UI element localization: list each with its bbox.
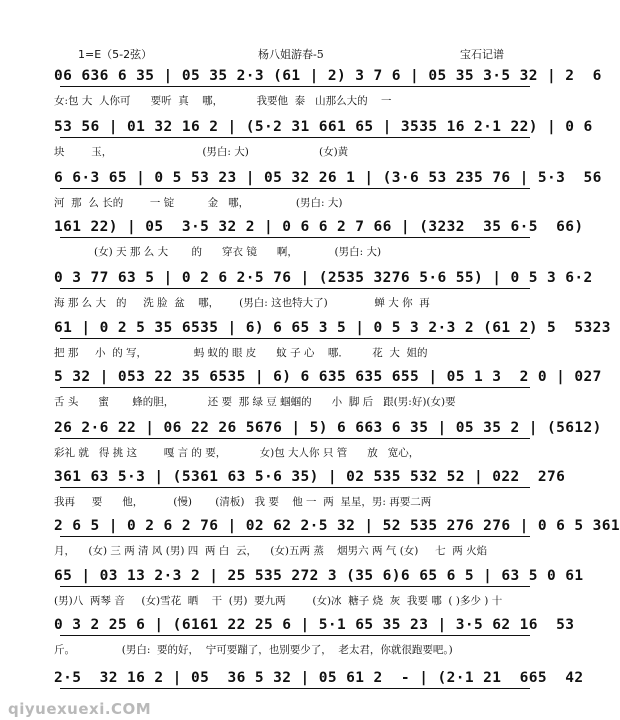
score-system-4 bbox=[54, 217, 584, 259]
notes-line: 361 63 5·3 | (5361 63 5·6 35) | 02 535 532 52 | 022 276 bbox=[54, 469, 566, 485]
transcriber: 宝石记谱 bbox=[460, 48, 504, 61]
lyrics-line: 彩礼 就 得 挑 这 嘎 言 的 要， 女)包 大人你 只 管 放 宽心， bbox=[54, 447, 420, 459]
score-system-7 bbox=[54, 367, 602, 409]
score-system-5 bbox=[54, 268, 593, 310]
score-system-11 bbox=[54, 566, 584, 608]
lyrics-line: (男)八 两琴 音 (女)雪花 晒 干 (男) 要九两 (女)冰 糖子 烧 灰 我要 哪 ( )多少 ) 十 bbox=[54, 595, 503, 607]
beam-line bbox=[60, 536, 530, 537]
beam-line bbox=[60, 387, 530, 388]
lyrics-line: 把 那 小 的 写， 蚂 蚁的 眼 皮 蚊 子 心 哪． 花 大 姐的 bbox=[54, 347, 428, 359]
lyrics-line: 我再 要 他， (慢) (清板) 我 要 他 一 两 星星，男: 再要二两 bbox=[54, 496, 432, 508]
beam-line bbox=[60, 288, 530, 289]
notes-line: 0 3 2 25 6 | (6161 22 25 6 | 5·1 65 35 23 | 3·5 62 16 53 bbox=[54, 617, 575, 633]
lyrics-line: 女:包 大 人你可 要听 真 哪， 我要他 泰 山那么大的 一 bbox=[54, 95, 392, 107]
key-signature: 1=E（5-2弦） bbox=[78, 48, 153, 61]
score-system-9 bbox=[54, 467, 566, 509]
notes-line: 2·5 32 16 2 | 05 36 5 32 | 05 61 2 - | (2·1 21 665 42 bbox=[54, 670, 584, 686]
score-system-2 bbox=[54, 117, 593, 159]
notes-line: 161 22) | 05 3·5 32 2 | 0 6 6 2 7 66 | (3232 35 6·5 66) bbox=[54, 219, 584, 235]
notes-line: 26 2·6 22 | 06 22 26 5676 | 5) 6 663 6 35 | 05 35 2 | (5612) bbox=[54, 420, 602, 436]
score-system-1 bbox=[54, 66, 602, 108]
beam-line bbox=[60, 635, 530, 636]
notes-line: 0 3 77 63 5 | 0 2 6 2·5 76 | (2535 3276 5·6 55) | 0 5 3 6·2 bbox=[54, 270, 593, 286]
score-system-12 bbox=[54, 615, 575, 657]
beam-line bbox=[60, 237, 530, 238]
notes-line: 61 | 0 2 5 35 6535 | 6) 6 65 3 5 | 0 5 3 2·3 2 (61 2) 5 5323 bbox=[54, 320, 611, 336]
score-system-13 bbox=[54, 668, 584, 688]
lyrics-line: 块 玉， (男白: 大) (女)黄 bbox=[54, 146, 349, 158]
score-title: 杨八姐游春-5 bbox=[258, 48, 324, 61]
beam-line bbox=[60, 438, 530, 439]
lyrics-line: 舌 头 蜜 蜂的胆， 还 要 那 绿 豆 蝈蝈的 小 脚 后 跟(男:好)(女)要 bbox=[54, 396, 456, 408]
beam-line bbox=[60, 86, 530, 87]
score-system-6 bbox=[54, 318, 611, 360]
lyrics-line: 月， (女) 三 两 清 风 (男) 四 两 白 云， (女)五两 蒸 烟男六 两 气 (女) 七 两 火焰 bbox=[54, 545, 488, 557]
score-system-10 bbox=[54, 516, 620, 558]
notes-line: 06 636 6 35 | 05 35 2·3 (61 | 2) 3 7 6 | 05 35 3·5 32 | 2 6 bbox=[54, 68, 602, 84]
notes-line: 65 | 03 13 2·3 2 | 25 535 272 3 (35 6)6 65 6 5 | 63 5 0 61 bbox=[54, 568, 584, 584]
beam-line bbox=[60, 338, 530, 339]
notes-line: 53 56 | 01 32 16 2 | (5·2 31 661 65 | 3535 16 2·1 22) | 0 6 bbox=[54, 119, 593, 135]
score-system-8 bbox=[54, 418, 602, 460]
notes-line: 6 6·3 65 | 0 5 53 23 | 05 32 26 1 | (3·6 53 235 76 | 5·3 56 bbox=[54, 170, 602, 186]
notes-line: 2 6 5 | 0 2 6 2 76 | 02 62 2·5 32 | 52 535 276 276 | 0 6 5 361 bbox=[54, 518, 620, 534]
beam-line bbox=[60, 586, 530, 587]
score-system-3 bbox=[54, 168, 602, 210]
lyrics-line: (女) 天 那 么 大 的 穿衣 镜 啊， (男白: 大) bbox=[54, 246, 382, 258]
beam-line bbox=[60, 688, 530, 689]
beam-line bbox=[60, 137, 530, 138]
lyrics-line: 海 那 么 大 的 洗 脸 盆 哪， (男白: 这也特大了) 蝉 大 你 再 bbox=[54, 297, 430, 309]
notes-line: 5 32 | 053 22 35 6535 | 6) 6 635 635 655 | 05 1 3 2 0 | 027 bbox=[54, 369, 602, 385]
lyrics-line: 斤。 (男白: 要的好， 宁可要蹦了，也别要少了， 老太君，你就很跑要吧。) bbox=[54, 644, 453, 656]
lyrics-line: 河 那 么 长的 一 锭 金 哪， (男白: 大) bbox=[54, 197, 343, 209]
beam-line bbox=[60, 487, 530, 488]
beam-line bbox=[60, 188, 530, 189]
site-watermark: qiyuexuexi.COM bbox=[8, 700, 152, 718]
